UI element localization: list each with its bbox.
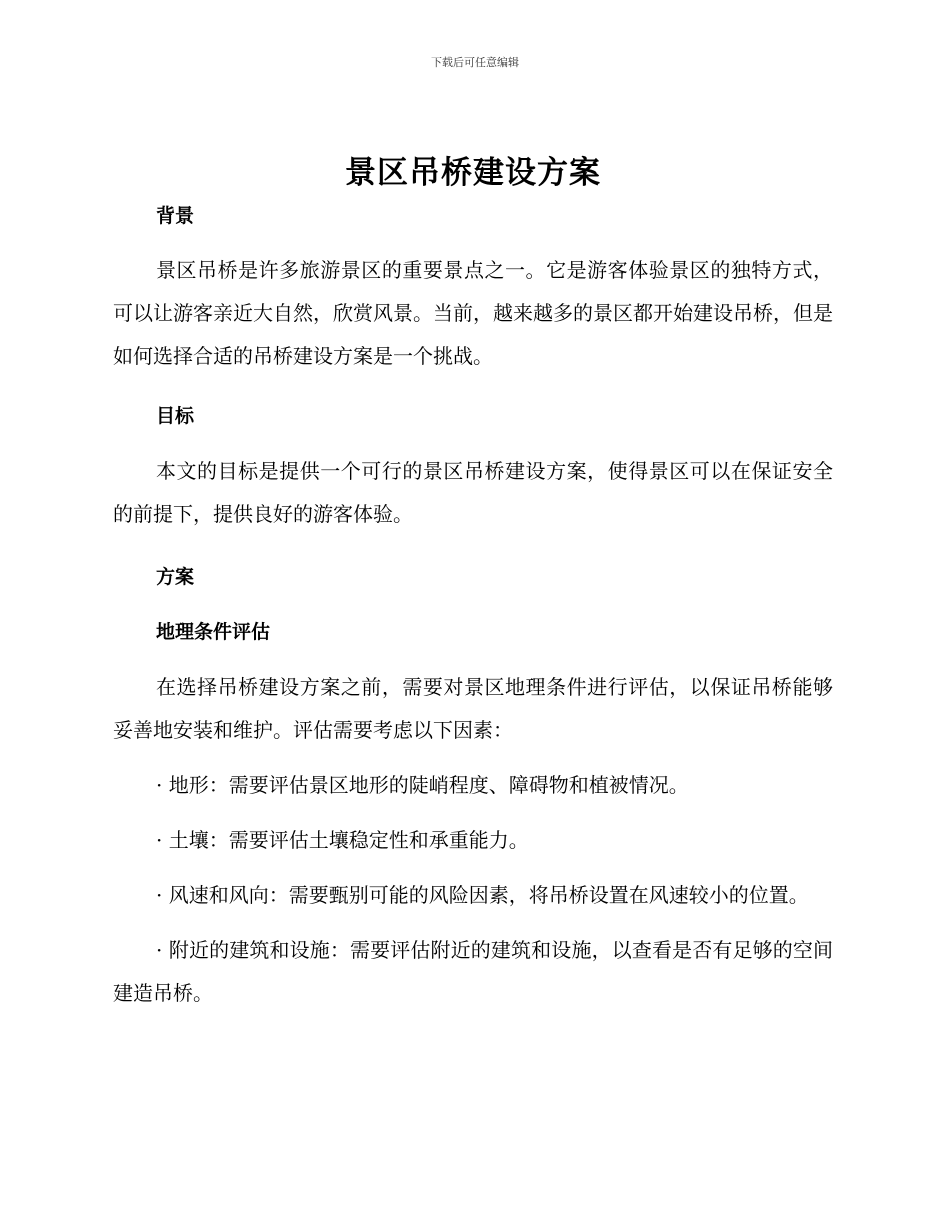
paragraph-background: 景区吊桥是许多旅游景区的重要景点之一。它是游客体验景区的独特方式，可以让游客亲近大自然，欣赏风景。当前，越来越多的景区都开始建设吊桥，但是如何选择合适的吊桥建设方案是一个挑战。 xyxy=(113,258,833,368)
factor-list xyxy=(113,764,833,1015)
subsection-heading-geo: 地理条件评估 xyxy=(156,621,271,643)
section-heading-plan: 方案 xyxy=(156,566,195,588)
paragraph-geo: 在选择吊桥建设方案之前，需要对景区地理条件进行评估，以保证吊桥能够妥善地安装和维护。评估需要考虑以下因素： xyxy=(113,675,833,742)
section-heading-goal: 目标 xyxy=(156,405,195,427)
list-item-wind: · 风速和风向：需要甄别可能的风险因素，将吊桥设置在风速较小的位置。 xyxy=(156,883,809,907)
paragraph-goal: 本文的目标是提供一个可行的景区吊桥建设方案，使得景区可以在保证安全的前提下，提供良好的游客体验。 xyxy=(113,459,833,526)
list-item-soil: · 土壤：需要评估土壤稳定性和承重能力。 xyxy=(156,828,529,852)
document-body xyxy=(113,150,833,1015)
section-heading-background: 背景 xyxy=(156,205,195,227)
list-item-nearby-buildings: · 附近的建筑和设施：需要评估附近的建筑和设施，以查看是否有足够的空间建造吊桥。 xyxy=(113,938,833,1005)
header-note: 下载后可任意编辑 xyxy=(431,56,519,69)
list-item-terrain: · 地形：需要评估景区地形的陡峭程度、障碍物和植被情况。 xyxy=(156,773,689,797)
document-title: 景区吊桥建设方案 xyxy=(345,155,601,191)
